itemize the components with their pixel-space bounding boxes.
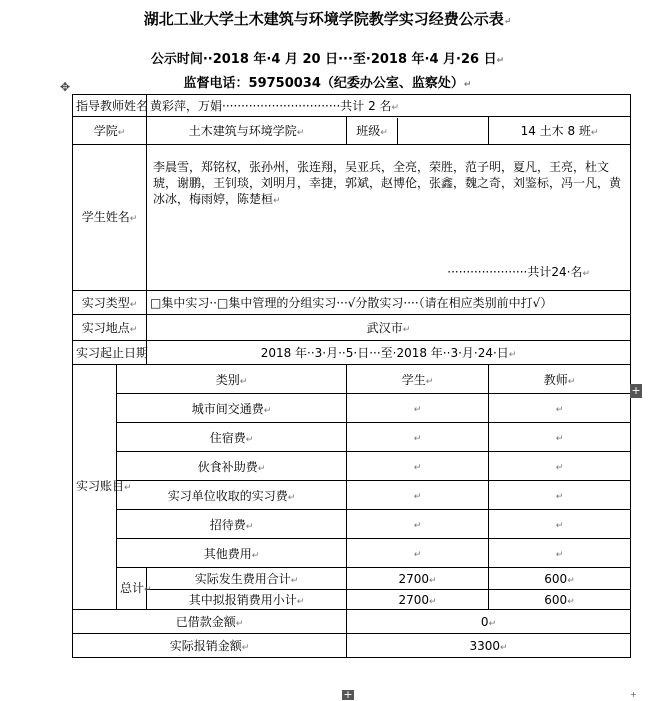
table-row — [73, 539, 631, 568]
reimbursed-label: 实际报销金额↵ — [73, 634, 347, 658]
students-total: ·····················共计24·名↵ — [447, 265, 591, 279]
expense-label: 实习单位收取的实习费↵ — [117, 481, 347, 510]
insert-row-plus-icon[interactable]: + — [631, 384, 641, 397]
period-value[interactable]: 2018 年··3·月··5·日···至·2018 年··3·月·24·日↵ — [147, 341, 631, 365]
expense-teacher-cell[interactable]: ↵ — [489, 423, 631, 452]
col-category: 类别↵ — [117, 365, 347, 394]
expense-student-cell[interactable]: ↵ — [347, 481, 489, 510]
students-value[interactable]: 李晨雪，郑铭权，张孙州，张连翔，吴亚兵，全亮，荣胜，范子明，夏凡，王亮，杜文琥，谢鹏，王钊琰，刘明月，幸捷，郭斌，赵博伦，张鑫，魏之奇，刘鉴标，冯一凡，黄冰冰，梅雨婷，陈楚桓↵ ·····················共计24·名↵ — [147, 145, 631, 291]
supervision-hotline: 监督电话：59750034（纪委办公室、监察处）↵ — [183, 76, 472, 91]
table-row — [73, 510, 631, 539]
resize-handle-icon[interactable]: + — [630, 690, 637, 699]
insert-column-plus-icon[interactable]: + — [343, 688, 353, 701]
expense-table — [72, 94, 631, 658]
advisor-value[interactable]: 黄彩萍，万娟·······························共计 2 名↵ — [147, 95, 631, 117]
reimbursed-value[interactable]: 3300↵ — [347, 634, 631, 658]
expense-label: 其他费用↵ — [117, 539, 347, 568]
expense-student-cell[interactable]: ↵ — [347, 394, 489, 423]
type-value[interactable]: □集中实习··□集中管理的分组实习···√分散实习····（请在相应类别前中打√） — [147, 291, 631, 315]
account-label: 实习账目↵ — [73, 365, 117, 610]
class-value[interactable]: 14 土木 8 班↵ — [489, 117, 631, 145]
table-row — [73, 590, 631, 610]
expense-teacher-cell[interactable]: ↵ — [489, 394, 631, 423]
table-row — [73, 568, 631, 590]
col-teacher: 教师↵ — [489, 365, 631, 394]
total-actual-student[interactable]: 2700↵ — [347, 568, 489, 590]
loan-value[interactable]: 0↵ — [347, 610, 631, 634]
expense-teacher-cell[interactable]: ↵ — [489, 481, 631, 510]
loan-label: 已借款金额↵ — [73, 610, 347, 634]
table-row — [73, 481, 631, 510]
expense-teacher-cell[interactable]: ↵ — [489, 452, 631, 481]
expense-label: 招待费↵ — [117, 510, 347, 539]
total-label-actual: 实际发生费用合计↵ — [147, 568, 347, 590]
total-actual-teacher[interactable]: 600↵ — [489, 568, 631, 590]
col-student: 学生↵ — [347, 365, 489, 394]
expense-student-cell[interactable]: ↵ — [347, 510, 489, 539]
total-label: 总计↵ — [117, 568, 147, 610]
table-move-handle-icon[interactable]: ✥ — [59, 80, 71, 94]
table-row — [73, 423, 631, 452]
document-title: 湖北工业大学土木建筑与环境学院教学实习经费公示表↵ — [143, 10, 512, 28]
expense-label: 住宿费↵ — [117, 423, 347, 452]
type-label: 实习类型↵ — [73, 291, 147, 315]
college-value[interactable]: 土木建筑与环境学院↵ — [147, 117, 347, 145]
expense-teacher-cell[interactable]: ↵ — [489, 539, 631, 568]
class-label: 班级↵ — [347, 118, 398, 144]
total-label-reimburse: 其中拟报销费用小计↵ — [147, 590, 347, 610]
table-row — [73, 452, 631, 481]
expense-student-cell[interactable]: ↵ — [347, 423, 489, 452]
expense-label: 伙食补助费↵ — [117, 452, 347, 481]
period-label: 实习起止日期 — [73, 341, 147, 365]
class-cell[interactable] — [347, 117, 489, 145]
expense-teacher-cell[interactable]: ↵ — [489, 510, 631, 539]
total-reimburse-student[interactable]: 2700↵ — [347, 590, 489, 610]
total-reimburse-teacher[interactable]: 600↵ — [489, 590, 631, 610]
students-label: 学生姓名↵ — [73, 145, 147, 291]
location-label: 实习地点↵ — [73, 315, 147, 341]
expense-student-cell[interactable]: ↵ — [347, 452, 489, 481]
publication-time: 公示时间··2018 年·4 月 20 日···至·2018 年·4 月·26 日↵ — [150, 52, 505, 67]
college-label: 学院↵ — [73, 117, 147, 145]
location-value[interactable]: 武汉市↵ — [147, 315, 631, 341]
advisor-label: 指导教师姓名 — [73, 95, 147, 117]
table-row — [73, 394, 631, 423]
expense-student-cell[interactable]: ↵ — [347, 539, 489, 568]
expense-label: 城市间交通费↵ — [117, 394, 347, 423]
